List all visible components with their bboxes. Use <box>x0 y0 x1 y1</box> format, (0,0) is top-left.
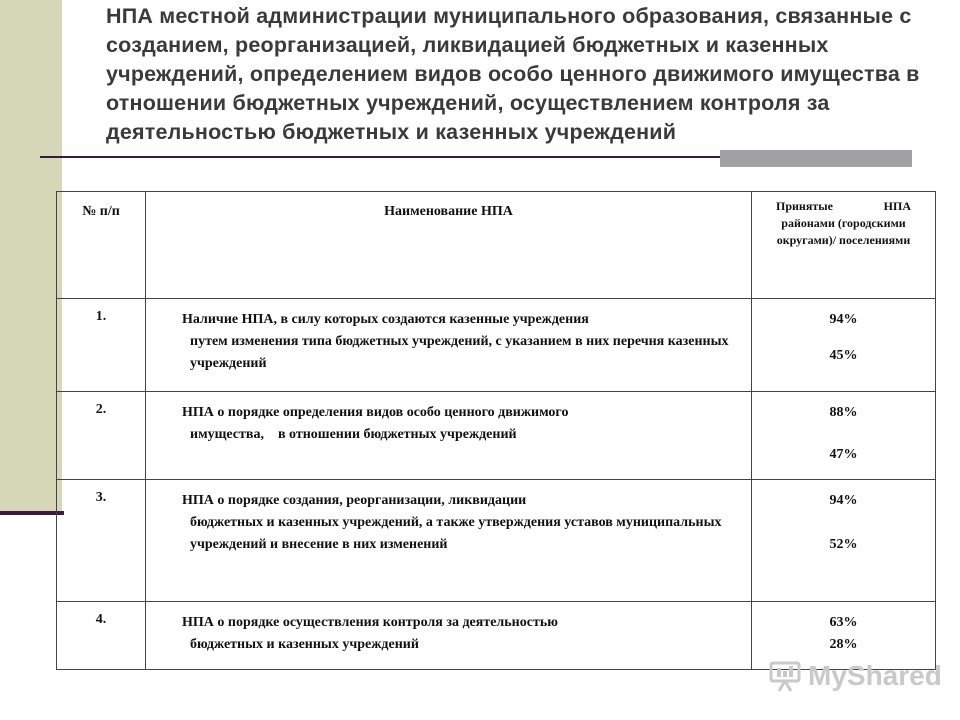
table-row <box>57 299 936 392</box>
table-row <box>57 392 936 480</box>
row-percent <box>752 480 936 602</box>
row-name <box>146 480 752 602</box>
table-header-row <box>57 192 936 299</box>
slide-title: НПА местной администрации муниципального образования, связанные с созданием, реорганизацией, ликвидацией бюджетных и казенных учреждений, определением видов особо ценного движимого имущества в отношении бюджетных учреждений, осуществлением контроля за деятельностью бюджетных и казенных учреждений <box>106 4 920 144</box>
row-name-rest: путем изменения типа бюджетных учреждений, с указанием в них перечня казенных учреждений <box>190 334 729 371</box>
side-decoration-rule <box>0 511 64 515</box>
row-name <box>146 299 752 392</box>
row-name-rest: имущества, в отношении бюджетных учреждений <box>190 427 517 442</box>
row-name-first: НПА о порядке определения видов особо ценного движимого <box>182 405 569 420</box>
row-percent-1: 94% <box>829 312 858 327</box>
npa-table <box>56 191 936 670</box>
row-percent <box>752 392 936 480</box>
table-row <box>57 480 936 602</box>
header-adopted <box>752 192 936 299</box>
row-percent-2: 47% <box>829 447 858 462</box>
header-adopted-word2: НПА <box>883 199 911 213</box>
watermark-text: MyShared <box>808 660 942 691</box>
header-adopted-word1: Принятые <box>776 199 833 213</box>
row-name-rest: бюджетных и казенных учреждений <box>190 637 419 652</box>
side-decoration-bar <box>0 0 62 512</box>
title-accent-block <box>720 150 912 167</box>
row-number: 4. <box>57 602 146 670</box>
header-number: № п/п <box>57 192 146 299</box>
row-name <box>146 602 752 670</box>
row-percent <box>752 299 936 392</box>
row-name <box>146 392 752 480</box>
row-number: 2. <box>57 392 146 480</box>
row-percent-1: 94% <box>829 493 858 508</box>
row-name-first: НПА о порядке создания, реорганизации, ликвидации <box>182 493 527 508</box>
row-percent-1: 88% <box>829 405 858 420</box>
row-name-first: Наличие НПА, в силу которых создаются казенные учреждения <box>182 312 589 327</box>
header-name: Наименование НПА <box>146 192 752 299</box>
row-number: 1. <box>57 299 146 392</box>
row-percent-1: 63% <box>829 615 858 630</box>
row-percent-2: 28% <box>829 637 858 652</box>
presentation-icon <box>768 659 802 693</box>
row-percent-2: 45% <box>829 348 858 363</box>
header-adopted-rest: районами (городскими округами)/ поселениями <box>776 216 911 247</box>
watermark <box>768 656 942 696</box>
row-name-first: НПА о порядке осуществления контроля за деятельностью <box>182 615 558 630</box>
row-number: 3. <box>57 480 146 602</box>
row-percent-2: 52% <box>829 537 858 552</box>
row-name-rest: бюджетных и казенных учреждений, а также утверждения уставов муниципальных учреждений и внесение в них изменений <box>190 515 722 552</box>
